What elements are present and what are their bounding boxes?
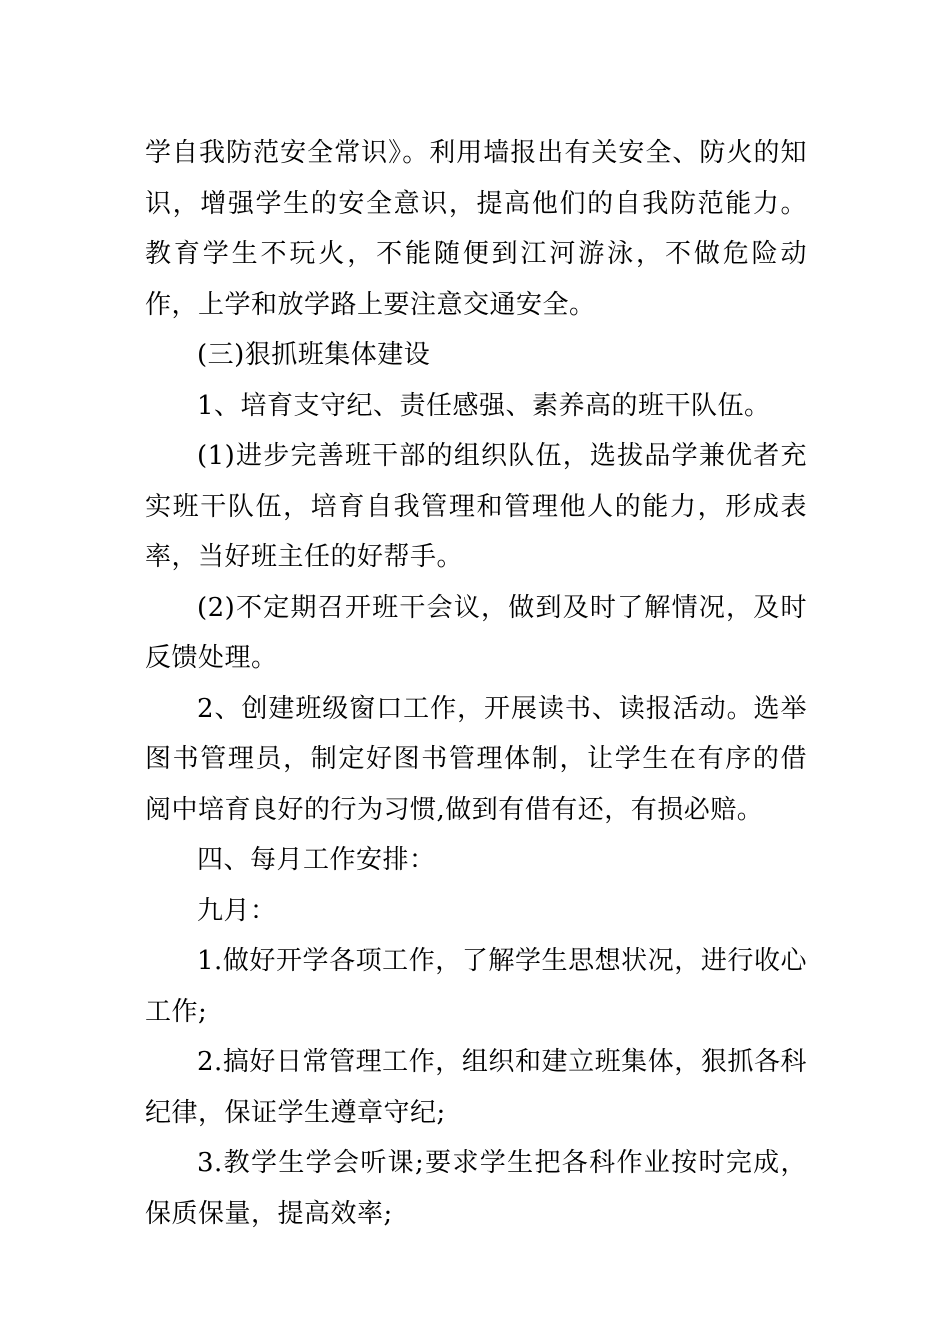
paragraph-item-2: 2、创建班级窗口工作，开展读书、读报活动。选举图书管理员，制定好图书管理体制，让学生在有序的借阅中培育良好的行为习惯,做到有借有还，有损必赔。 bbox=[145, 693, 807, 825]
month-heading-september: 九月： bbox=[197, 895, 277, 926]
section-heading-class-building: (三)狠抓班集体建设 bbox=[197, 340, 431, 370]
paragraph-subitem-1: (1)进步完善班干部的组织队伍，选拔品学兼优者充实班干队伍，培育自我管理和管理他人的能力，形成表率，当好班主任的好帮手。 bbox=[145, 441, 807, 572]
paragraph-item-1: 1、培育支守纪、责任感强、素养高的班干队伍。 bbox=[197, 390, 771, 421]
section-heading-monthly-plan: 四、每月工作安排： bbox=[197, 845, 436, 875]
list-item-september-2: 2.搞好日常管理工作，组织和建立班集体，狠抓各科纪律，保证学生遵章守纪; bbox=[145, 1047, 807, 1128]
paragraph-subitem-2: (2)不定期召开班干会议，做到及时了解情况，及时反馈处理。 bbox=[145, 592, 807, 673]
list-item-september-1: 1.做好开学各项工作，了解学生思想状况，进行收心工作; bbox=[145, 946, 807, 1027]
paragraph-safety-continuation: 学自我防范安全常识》。利用墙报出有关安全、防火的知识，增强学生的安全意识，提高他们的自我防范能力。教育学生不玩火，不能随便到江河游泳，不做危险动作，上学和放学路上要注意交通安全。 bbox=[145, 138, 807, 320]
document-body bbox=[145, 128, 807, 1239]
list-item-september-3: 3.教学生学会听课;要求学生把各科作业按时完成，保质保量，提高效率; bbox=[145, 1148, 807, 1229]
